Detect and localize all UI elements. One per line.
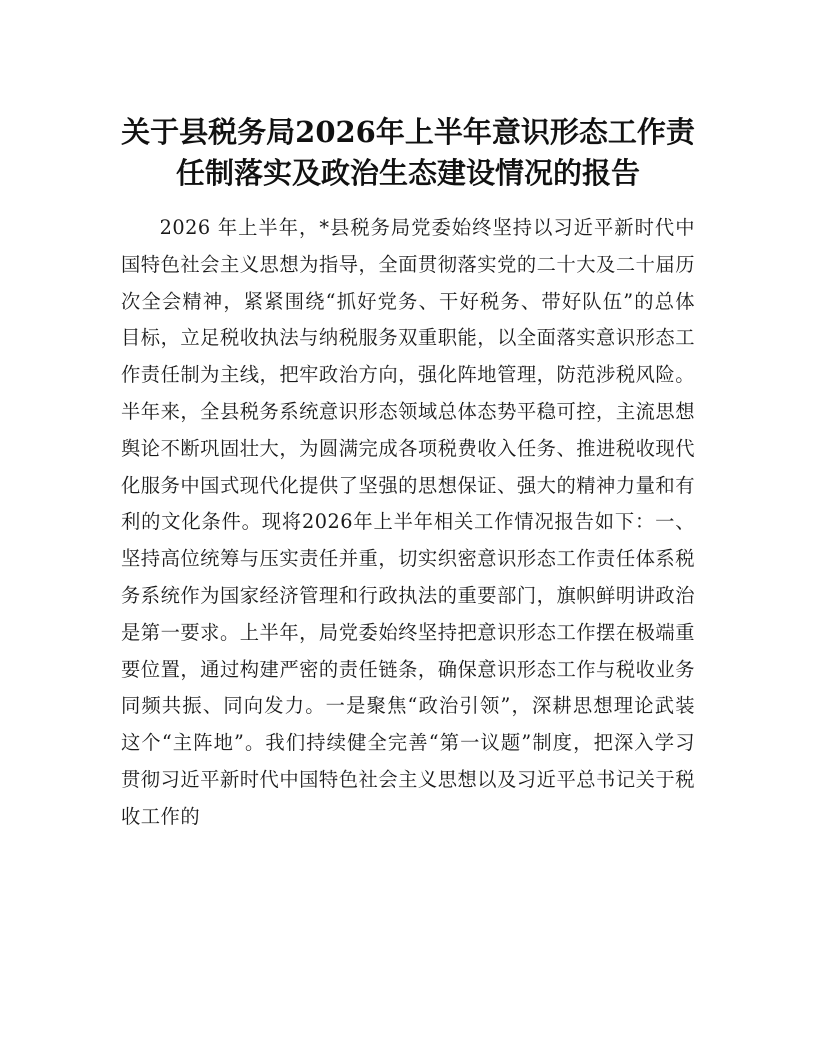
document-body-paragraph: 2026 年上半年，*县税务局党委始终坚持以习近平新时代中国特色社会主义思想为指导，全面贯彻落实党的二十大及二十届历次全会精神，紧紧围绕“抓好党务、干好税务、带好队伍”的总体目标，立足税收执法与纳税服务双重职能，以全面落实意识形态工作责任制为主线，把牢政治方向，强化阵地管理，防范涉税风险。半年来，全县税务系统意识形态领域总体态势平稳可控，主流思想舆论不断巩固壮大，为圆满完成各项税费收入任务、推进税收现代化服务中国式现代化提供了坚强的思想保证、强大的精神力量和有利的文化条件。现将2026年上半年相关工作情况报告如下：一、坚持高位统筹与压实责任并重，切实织密意识形态工作责任体系税务系统作为国家经济管理和行政执法的重要部门，旗帜鲜明讲政治是第一要求。上半年，局党委始终坚持把意识形态工作摆在极端重要位置，通过构建严密的责任链条，确保意识形态工作与税收业务同频共振、同向发力。一是聚焦“政治引领”，深耕思想理论武装这个“主阵地”。我们持续健全完善“第一议题”制度，把深入学习贯彻习近平新时代中国特色社会主义思想以及习近平总书记关于税收工作的 [121,216,695,828]
document-title: 关于县税务局2026年上半年意识形态工作责任制落实及政治生态建设情况的报告 [121,115,695,190]
